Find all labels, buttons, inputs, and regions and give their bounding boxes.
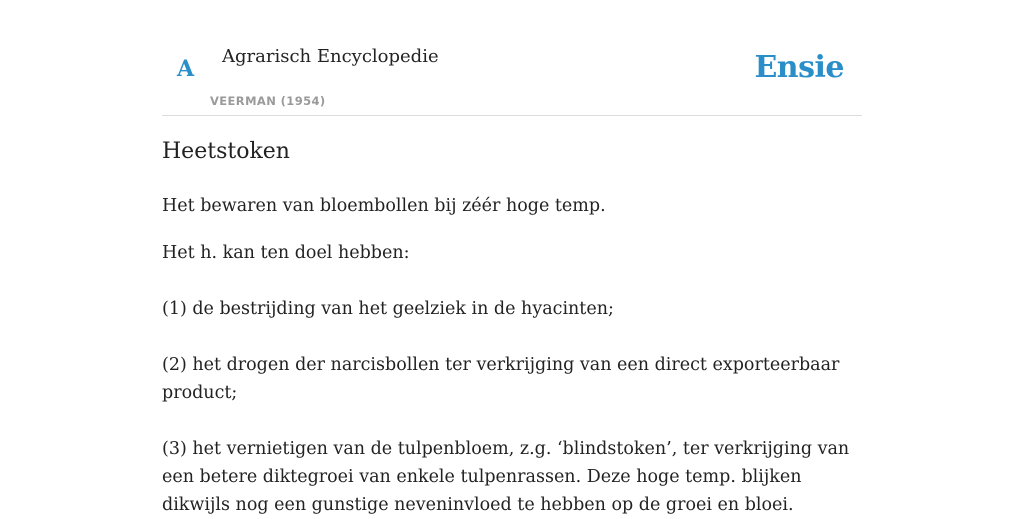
page-container [162,0,862,515]
article-paragraph: Het h. kan ten doel hebben: [162,243,410,263]
article-paragraph: (1) de bestrijding van het geelziek in de hyacinten; [162,299,614,319]
article-paragraph: (2) het drogen der narcisbollen ter verkrijging van een direct exporteerbaar product; [162,355,840,403]
letter-index-link[interactable]: A [177,56,195,82]
source-author-year: VEERMAN (1954) [210,94,326,108]
source-title-link[interactable]: Agrarisch Encyclopedie [222,46,439,67]
article-paragraph: (3) het vernietigen van de tulpenbloem, z.g. ‘blindstoken’, ter verkrijging van een betere diktegroei van enkele tulpenrassen. Deze hoge temp. blijken dikwijls nog een gunstige neveninvloed te hebben op de groei en bloei. [162,439,850,515]
ensie-logo-link[interactable]: Ensie [754,50,844,85]
source-header [162,0,862,116]
article-title: Heetstoken [162,139,290,164]
article-paragraph: Het bewaren van bloembollen bij zéér hoge temp. [162,196,606,216]
